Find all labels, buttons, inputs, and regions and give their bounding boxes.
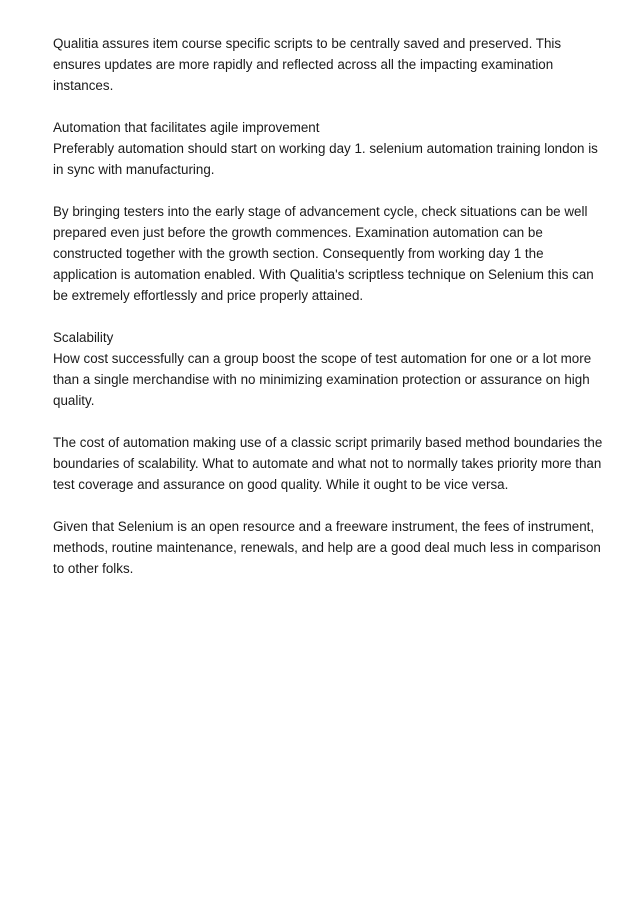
text-line: quality. (53, 393, 95, 408)
paragraph-5 (53, 432, 603, 495)
paragraph-2 (53, 117, 598, 180)
paragraph-6 (53, 516, 601, 579)
paragraph-3 (53, 201, 593, 306)
text-line: By bringing testers into the early stage of advancement cycle, check situations can be well (53, 204, 588, 219)
text-line: application is automation enabled. With Qualitia's scriptless technique on Selenium this can (53, 267, 594, 282)
text-line: in sync with manufacturing. (53, 162, 215, 177)
document-body (53, 33, 603, 600)
text-line: Preferably automation should start on working day 1. selenium automation training london is (53, 141, 598, 156)
text-line: instances. (53, 78, 114, 93)
text-line: How cost successfully can a group boost the scope of test automation for one or a lot more (53, 351, 592, 366)
section-heading: Automation that facilitates agile improvement (53, 120, 320, 135)
text-line: boundaries of scalability. What to automate and what not to normally takes priority more than (53, 456, 602, 471)
paragraph-4 (53, 327, 593, 411)
text-line: test coverage and assurance on good quality. While it ought to be vice versa. (53, 477, 509, 492)
text-line: methods, routine maintenance, renewals, and help are a good deal much less in comparison (53, 540, 601, 555)
text-line: constructed together with the growth section. Consequently from working day 1 the (53, 246, 544, 261)
section-heading: Scalability (53, 330, 114, 345)
paragraph-1 (53, 33, 593, 96)
text-line: prepared even just before the growth commences. Examination automation can be (53, 225, 543, 240)
text-line: The cost of automation making use of a classic script primarily based method boundaries the (53, 435, 603, 450)
text-line: Qualitia assures item course specific scripts to be centrally saved and preserved. This (53, 36, 562, 51)
text-line: Given that Selenium is an open resource and a freeware instrument, the fees of instrument, (53, 519, 595, 534)
text-line: ensures updates are more rapidly and reflected across all the impacting examination (53, 57, 554, 72)
text-line: be extremely effortlessly and price properly attained. (53, 288, 364, 303)
text-line: than a single merchandise with no minimizing examination protection or assurance on high (53, 372, 590, 387)
text-line: to other folks. (53, 561, 134, 576)
